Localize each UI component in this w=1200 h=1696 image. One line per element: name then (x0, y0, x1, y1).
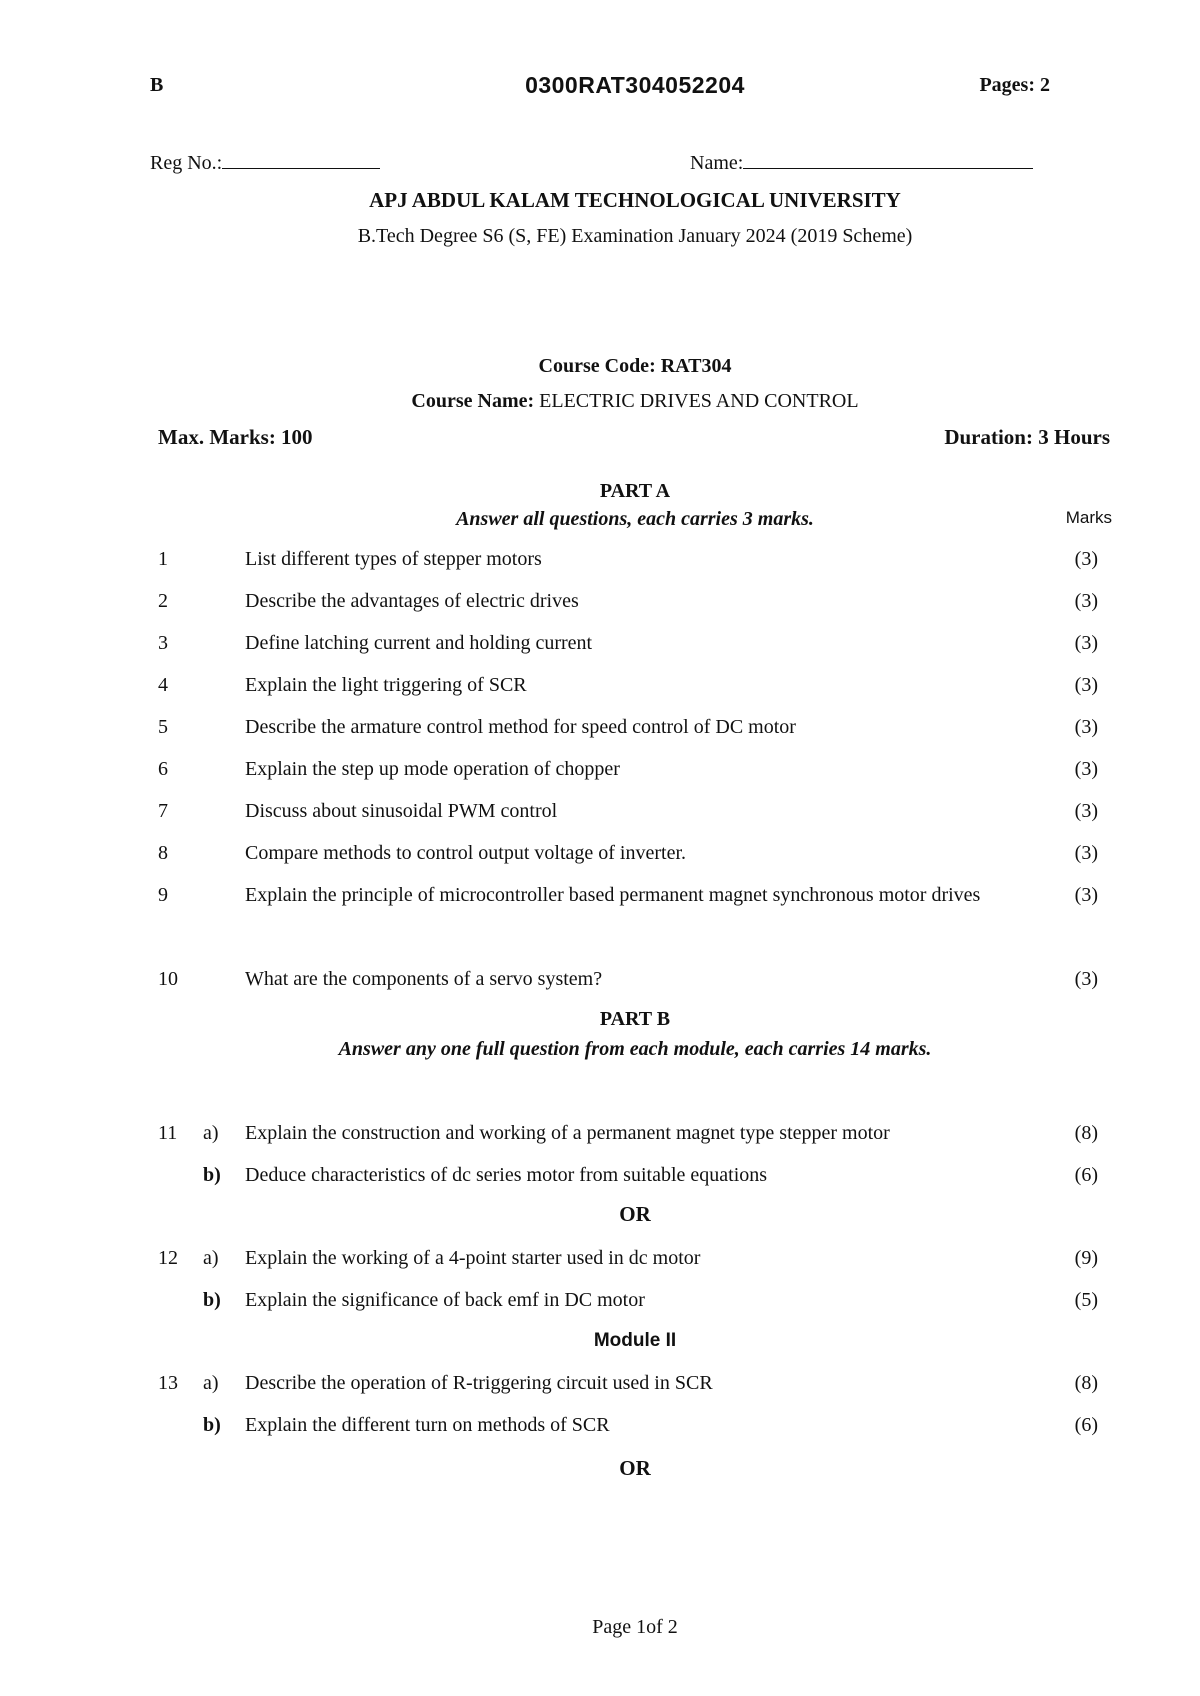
question-number: 4 (158, 674, 168, 696)
name-blank (743, 168, 1033, 169)
question-text: Explain the principle of microcontroller based permanent magnet synchronous motor drives (245, 884, 981, 906)
question-marks: (3) (1074, 842, 1098, 864)
reg-no-field (150, 152, 380, 175)
university-title: APJ ABDUL KALAM TECHNOLOGICAL UNIVERSITY (369, 188, 901, 212)
question-text: Describe the armature control method for speed control of DC motor (245, 716, 796, 738)
page-count: Pages: 2 (979, 74, 1050, 96)
exam-title: B.Tech Degree S6 (S, FE) Examination January 2024 (2019 Scheme) (357, 225, 913, 247)
question-marks: (3) (1074, 674, 1098, 696)
module-heading: Module II (593, 1330, 677, 1351)
or-separator: OR (619, 1202, 651, 1226)
subquestion-label: a) (203, 1247, 219, 1269)
question-text: Discuss about sinusoidal PWM control (245, 800, 558, 822)
course-name-label: Course Name: (411, 390, 535, 412)
reg-no-label: Reg No.: (150, 152, 223, 174)
paper-code: 0300RAT304052204 (525, 72, 745, 98)
part-a-instruction: Answer all questions, each carries 3 marks. (456, 508, 814, 530)
question-marks: (6) (1074, 1164, 1098, 1186)
question-number: 10 (158, 968, 178, 990)
question-marks: (3) (1074, 590, 1098, 612)
question-number: 7 (158, 800, 168, 822)
question-text: Explain the working of a 4-point starter used in dc motor (245, 1247, 701, 1269)
question-number: 1 (158, 548, 168, 570)
question-text: Explain the step up mode operation of chopper (245, 758, 620, 780)
question-text: List different types of stepper motors (245, 548, 542, 570)
max-marks: Max. Marks: 100 (158, 425, 313, 449)
duration: Duration: 3 Hours (944, 425, 1110, 449)
question-number: 9 (158, 884, 168, 906)
marks-header: Marks (1065, 508, 1112, 527)
question-number: 6 (158, 758, 168, 780)
question-number: 12 (158, 1247, 178, 1269)
course-name-value: ELECTRIC DRIVES AND CONTROL (539, 390, 859, 412)
question-marks: (3) (1074, 632, 1098, 654)
question-text: What are the components of a servo system? (245, 968, 603, 990)
subquestion-label: b) (203, 1164, 221, 1186)
question-marks: (6) (1074, 1414, 1098, 1436)
question-number: 2 (158, 590, 168, 612)
series-label: B (150, 74, 164, 96)
reg-no-blank (222, 168, 380, 169)
question-marks: (3) (1074, 884, 1098, 906)
question-text: Compare methods to control output voltage of inverter. (245, 842, 687, 864)
part-b-title: PART B (599, 1008, 671, 1030)
name-label: Name: (690, 152, 744, 174)
question-number: 11 (158, 1122, 178, 1144)
question-text: Explain the different turn on methods of SCR (245, 1414, 610, 1436)
subquestion-label: a) (203, 1372, 219, 1394)
question-marks: (3) (1074, 800, 1098, 822)
question-text: Explain the light triggering of SCR (245, 674, 527, 696)
question-marks: (5) (1074, 1289, 1098, 1311)
course-code: Course Code: RAT304 (538, 355, 732, 377)
question-number: 8 (158, 842, 168, 864)
part-a-title: PART A (599, 480, 671, 502)
question-number: 3 (158, 632, 168, 654)
question-number: 13 (158, 1372, 178, 1394)
question-text: Explain the construction and working of a permanent magnet type stepper motor (245, 1122, 890, 1144)
part-b-instruction: Answer any one full question from each module, each carries 14 marks. (338, 1038, 932, 1060)
subquestion-label: a) (203, 1122, 219, 1144)
question-marks: (3) (1074, 968, 1098, 990)
subquestion-label: b) (203, 1289, 221, 1311)
question-marks: (8) (1074, 1122, 1098, 1144)
question-number: 5 (158, 716, 168, 738)
question-text: Describe the advantages of electric drives (245, 590, 579, 612)
question-text: Deduce characteristics of dc series motor from suitable equations (245, 1164, 768, 1186)
question-marks: (9) (1074, 1247, 1098, 1269)
subquestion-label: b) (203, 1414, 221, 1436)
question-marks: (3) (1074, 758, 1098, 780)
page-footer: Page 1of 2 (592, 1616, 678, 1638)
question-text: Describe the operation of R-triggering circuit used in SCR (245, 1372, 713, 1394)
course-name (0, 390, 1200, 413)
question-text: Explain the significance of back emf in DC motor (245, 1289, 645, 1311)
question-text: Define latching current and holding current (245, 632, 593, 654)
question-marks: (3) (1074, 548, 1098, 570)
name-field (690, 152, 1033, 175)
question-marks: (3) (1074, 716, 1098, 738)
question-marks: (8) (1074, 1372, 1098, 1394)
or-separator: OR (619, 1456, 651, 1480)
